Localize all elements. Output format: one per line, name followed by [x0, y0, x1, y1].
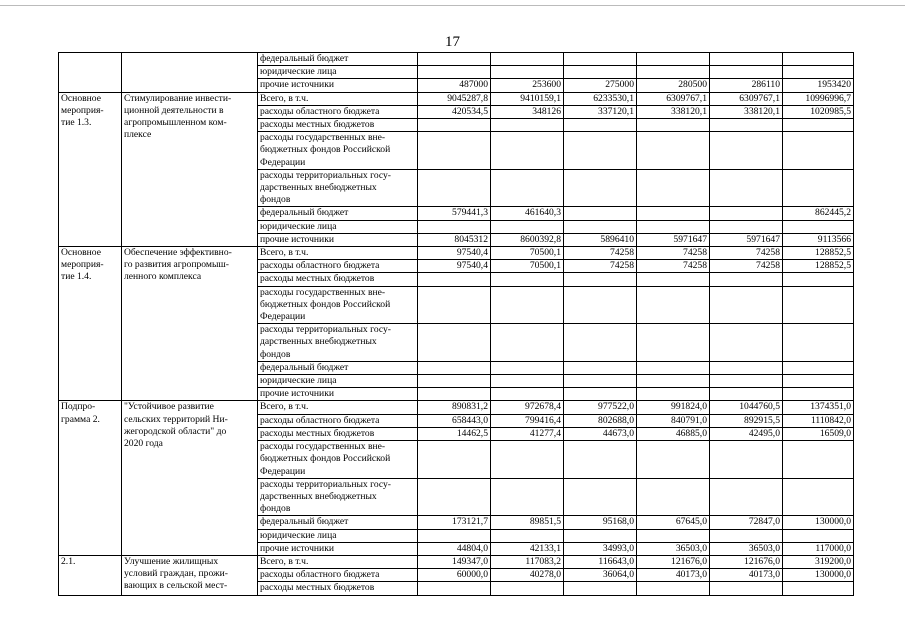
value-cell: [418, 361, 491, 374]
source-line: юридические лица: [260, 375, 337, 387]
title-line: Улучшение жилищных: [124, 555, 219, 567]
value-cell: 1953420: [783, 79, 854, 92]
value-cell: 74258: [564, 260, 637, 273]
value-cell: [491, 66, 564, 79]
value-cell: 6233530,1: [564, 92, 637, 105]
value-cell: 40173,0: [710, 569, 783, 582]
value-cell: 1374351,0: [783, 401, 854, 414]
value-cell: [637, 478, 710, 516]
value-cell: 890831,2: [418, 401, 491, 414]
funding-source: [258, 169, 418, 207]
value-cell: [564, 529, 637, 542]
funding-source: [258, 542, 418, 555]
value-cell: 6309767,1: [710, 92, 783, 105]
source-line: расходы государственных вне-: [260, 441, 386, 453]
value-cell: [783, 119, 854, 132]
category-line: мероприя-: [61, 259, 104, 271]
value-cell: 5971647: [637, 233, 710, 246]
value-cell: 72847,0: [710, 516, 783, 529]
value-cell: [418, 220, 491, 233]
value-cell: 348126: [491, 105, 564, 118]
funding-source: [258, 401, 418, 414]
value-cell: [564, 361, 637, 374]
value-cell: [564, 478, 637, 516]
source-line: прочие источники: [260, 233, 334, 245]
funding-source: [258, 569, 418, 582]
value-cell: 46885,0: [637, 427, 710, 440]
value-cell: 1044760,5: [710, 401, 783, 414]
value-cell: [491, 119, 564, 132]
row-title: [122, 401, 258, 555]
title-line: вающих в сельской мест-: [124, 580, 228, 592]
source-line: расходы государственных вне-: [260, 286, 386, 298]
funding-source: [258, 529, 418, 542]
source-line: Федерации: [260, 311, 306, 323]
value-cell: [783, 132, 854, 170]
value-cell: [564, 132, 637, 170]
value-cell: [637, 324, 710, 362]
value-cell: [491, 220, 564, 233]
title-line: ционной деятельности в: [124, 104, 224, 116]
value-cell: [564, 169, 637, 207]
value-cell: [783, 388, 854, 401]
funding-source: [258, 132, 418, 170]
value-cell: 275000: [564, 79, 637, 92]
value-cell: 461640,3: [491, 207, 564, 220]
value-cell: [637, 388, 710, 401]
title-line: "Устойчивое развитие: [124, 401, 214, 413]
title-line: жегородской области" до: [124, 425, 227, 437]
value-cell: [637, 582, 710, 595]
source-line: расходы государственных вне-: [260, 132, 386, 144]
source-line: фондов: [260, 194, 291, 206]
value-cell: 14462,5: [418, 427, 491, 440]
value-cell: [783, 66, 854, 79]
value-cell: 8045312: [418, 233, 491, 246]
value-cell: 280500: [637, 79, 710, 92]
title-line: агропромышленном ком-: [124, 117, 227, 129]
value-cell: [710, 273, 783, 286]
row-category: [59, 401, 122, 555]
value-cell: [783, 529, 854, 542]
funding-source: [258, 220, 418, 233]
value-cell: 97540,4: [418, 260, 491, 273]
value-cell: [491, 478, 564, 516]
value-cell: 130000,0: [783, 569, 854, 582]
funding-source: [258, 105, 418, 118]
value-cell: [783, 53, 854, 66]
value-cell: [710, 207, 783, 220]
value-cell: [710, 388, 783, 401]
value-cell: [637, 207, 710, 220]
value-cell: 862445,2: [783, 207, 854, 220]
value-cell: 60000,0: [418, 569, 491, 582]
value-cell: 6309767,1: [637, 92, 710, 105]
value-cell: 44804,0: [418, 542, 491, 555]
value-cell: [710, 324, 783, 362]
source-line: федеральный бюджет: [260, 53, 349, 64]
table-row: [59, 401, 854, 414]
value-cell: [418, 478, 491, 516]
value-cell: 42133,1: [491, 542, 564, 555]
source-line: расходы местных бюджетов: [260, 582, 375, 594]
value-cell: [418, 582, 491, 595]
row-category: [59, 555, 122, 595]
category-line: тие 1.3.: [61, 117, 92, 129]
value-cell: [491, 582, 564, 595]
funding-source: [258, 375, 418, 388]
source-line: юридические лица: [260, 529, 337, 541]
value-cell: [418, 375, 491, 388]
source-line: юридические лица: [260, 66, 337, 78]
value-cell: 40278,0: [491, 569, 564, 582]
category-line: 2.1.: [61, 555, 76, 567]
value-cell: [491, 361, 564, 374]
value-cell: 36503,0: [637, 542, 710, 555]
title-line: сельских территорий Ни-: [124, 413, 228, 425]
source-line: бюджетных фондов Российской: [260, 144, 391, 156]
source-line: юридические лица: [260, 220, 337, 232]
source-line: Всего, в т.ч.: [260, 555, 309, 567]
value-cell: 9113566: [783, 233, 854, 246]
source-line: Всего, в т.ч.: [260, 401, 309, 413]
value-cell: 286110: [710, 79, 783, 92]
value-cell: 840791,0: [637, 414, 710, 427]
value-cell: [418, 441, 491, 479]
category-line: Основное: [61, 92, 101, 104]
value-cell: 117083,2: [491, 555, 564, 568]
source-line: расходы территориальных госу-: [260, 324, 391, 336]
value-cell: [418, 273, 491, 286]
value-cell: [418, 66, 491, 79]
value-cell: 121676,0: [637, 555, 710, 568]
value-cell: 579441,3: [418, 207, 491, 220]
category-line: Основное: [61, 247, 101, 259]
value-cell: [418, 529, 491, 542]
source-line: федеральный бюджет: [260, 516, 349, 528]
value-cell: 128852,5: [783, 247, 854, 260]
value-cell: 128852,5: [783, 260, 854, 273]
value-cell: [637, 375, 710, 388]
value-cell: [491, 286, 564, 324]
funding-source: [258, 247, 418, 260]
value-cell: 149347,0: [418, 555, 491, 568]
value-cell: 338120,1: [637, 105, 710, 118]
category-line: мероприя-: [61, 104, 104, 116]
value-cell: [418, 169, 491, 207]
value-cell: [418, 119, 491, 132]
value-cell: [783, 220, 854, 233]
value-cell: 487000: [418, 79, 491, 92]
funding-source: [258, 478, 418, 516]
value-cell: 42495,0: [710, 427, 783, 440]
source-line: расходы областного бюджета: [260, 260, 380, 272]
source-line: расходы местных бюджетов: [260, 427, 375, 439]
value-cell: 802688,0: [564, 414, 637, 427]
category-line: тие 1.4.: [61, 271, 92, 283]
value-cell: 8600392,8: [491, 233, 564, 246]
funding-source: [258, 92, 418, 105]
title-line: Обеспечение эффективно-: [124, 247, 232, 259]
funding-source: [258, 516, 418, 529]
value-cell: 892915,5: [710, 414, 783, 427]
title-line: Стимулирование инвести-: [124, 92, 232, 104]
value-cell: [491, 441, 564, 479]
value-cell: 173121,7: [418, 516, 491, 529]
value-cell: [637, 66, 710, 79]
value-cell: 16509,0: [783, 427, 854, 440]
value-cell: [710, 53, 783, 66]
table-row: [59, 53, 854, 66]
title-line: го развития агропромыш-: [124, 259, 229, 271]
value-cell: 658443,0: [418, 414, 491, 427]
value-cell: 36064,0: [564, 569, 637, 582]
value-cell: [783, 361, 854, 374]
value-cell: 36503,0: [710, 542, 783, 555]
value-cell: [564, 375, 637, 388]
value-cell: [783, 582, 854, 595]
table-row: [59, 247, 854, 260]
category-line: Подпро-: [61, 401, 96, 413]
source-line: фондов: [260, 348, 291, 360]
value-cell: [564, 207, 637, 220]
value-cell: 34993,0: [564, 542, 637, 555]
value-cell: [564, 324, 637, 362]
value-cell: 74258: [637, 260, 710, 273]
value-cell: 420534,5: [418, 105, 491, 118]
source-line: фондов: [260, 503, 291, 515]
value-cell: [783, 324, 854, 362]
source-line: дарственных внебюджетных: [260, 490, 377, 502]
value-cell: 319200,0: [783, 555, 854, 568]
title-line: ленного комплекса: [124, 271, 202, 283]
funding-source: [258, 66, 418, 79]
value-cell: [710, 361, 783, 374]
value-cell: 9410159,1: [491, 92, 564, 105]
source-line: расходы территориальных госу-: [260, 478, 391, 490]
value-cell: 799416,4: [491, 414, 564, 427]
value-cell: [418, 286, 491, 324]
value-cell: 74258: [710, 260, 783, 273]
top-rule: [0, 5, 905, 6]
value-cell: [564, 582, 637, 595]
value-cell: [710, 375, 783, 388]
funding-source: [258, 427, 418, 440]
value-cell: [564, 441, 637, 479]
value-cell: [637, 169, 710, 207]
value-cell: [491, 324, 564, 362]
title-line: условий граждан, прожи-: [124, 568, 228, 580]
value-cell: [418, 388, 491, 401]
value-cell: [710, 529, 783, 542]
value-cell: [564, 53, 637, 66]
funding-source: [258, 324, 418, 362]
value-cell: [710, 441, 783, 479]
table-row: [59, 92, 854, 105]
value-cell: [637, 53, 710, 66]
source-line: бюджетных фондов Российской: [260, 298, 391, 310]
funding-source: [258, 53, 418, 66]
source-line: расходы местных бюджетов: [260, 119, 375, 131]
funding-source: [258, 79, 418, 92]
funding-source: [258, 388, 418, 401]
value-cell: [418, 132, 491, 170]
value-cell: 10996996,7: [783, 92, 854, 105]
value-cell: 89851,5: [491, 516, 564, 529]
funding-source: [258, 286, 418, 324]
value-cell: 1110842,0: [783, 414, 854, 427]
source-line: Всего, в т.ч.: [260, 92, 309, 104]
funding-source: [258, 119, 418, 132]
value-cell: [491, 132, 564, 170]
value-cell: [564, 286, 637, 324]
funding-source: [258, 414, 418, 427]
funding-source: [258, 233, 418, 246]
value-cell: [710, 478, 783, 516]
value-cell: [491, 375, 564, 388]
row-category: [59, 92, 122, 246]
value-cell: [491, 53, 564, 66]
row-title: [122, 53, 258, 93]
source-line: расходы территориальных госу-: [260, 169, 391, 181]
value-cell: 130000,0: [783, 516, 854, 529]
value-cell: [491, 388, 564, 401]
source-line: дарственных внебюджетных: [260, 336, 377, 348]
value-cell: [637, 132, 710, 170]
value-cell: [710, 132, 783, 170]
value-cell: 5896410: [564, 233, 637, 246]
source-line: бюджетных фондов Российской: [260, 453, 391, 465]
value-cell: 337120,1: [564, 105, 637, 118]
source-line: федеральный бюджет: [260, 361, 349, 373]
value-cell: 97540,4: [418, 247, 491, 260]
value-cell: [637, 361, 710, 374]
value-cell: [637, 220, 710, 233]
value-cell: [637, 529, 710, 542]
value-cell: [418, 324, 491, 362]
value-cell: 121676,0: [710, 555, 783, 568]
value-cell: 972678,4: [491, 401, 564, 414]
value-cell: 40173,0: [637, 569, 710, 582]
value-cell: 74258: [710, 247, 783, 260]
budget-table: [58, 52, 854, 596]
value-cell: 95168,0: [564, 516, 637, 529]
funding-source: [258, 260, 418, 273]
funding-source: [258, 273, 418, 286]
value-cell: [564, 388, 637, 401]
title-line: плексе: [124, 129, 152, 141]
row-title: [122, 92, 258, 246]
source-line: расходы областного бюджета: [260, 105, 380, 117]
source-line: дарственных внебюджетных: [260, 182, 377, 194]
source-line: Федерации: [260, 156, 306, 168]
source-line: федеральный бюджет: [260, 207, 349, 219]
value-cell: [710, 582, 783, 595]
funding-source: [258, 361, 418, 374]
value-cell: [710, 220, 783, 233]
table-row: [59, 555, 854, 568]
value-cell: [710, 286, 783, 324]
source-line: расходы областного бюджета: [260, 414, 380, 426]
value-cell: 74258: [637, 247, 710, 260]
source-line: Федерации: [260, 465, 306, 477]
source-line: расходы областного бюджета: [260, 569, 380, 581]
value-cell: 9045287,8: [418, 92, 491, 105]
funding-source: [258, 582, 418, 595]
value-cell: [637, 286, 710, 324]
value-cell: 67645,0: [637, 516, 710, 529]
row-title: [122, 247, 258, 401]
value-cell: [564, 119, 637, 132]
value-cell: 5971647: [710, 233, 783, 246]
source-line: прочие источники: [260, 388, 334, 400]
value-cell: [564, 66, 637, 79]
value-cell: [564, 220, 637, 233]
value-cell: [710, 66, 783, 79]
row-category: [59, 53, 122, 93]
value-cell: [418, 53, 491, 66]
value-cell: 338120,1: [710, 105, 783, 118]
page-number: 17: [445, 34, 460, 50]
value-cell: [783, 441, 854, 479]
source-line: расходы местных бюджетов: [260, 273, 375, 285]
value-cell: [783, 273, 854, 286]
value-cell: 44673,0: [564, 427, 637, 440]
value-cell: 70500,1: [491, 247, 564, 260]
value-cell: 116643,0: [564, 555, 637, 568]
value-cell: [637, 441, 710, 479]
value-cell: [491, 529, 564, 542]
value-cell: 117000,0: [783, 542, 854, 555]
source-line: Всего, в т.ч.: [260, 247, 309, 259]
value-cell: 70500,1: [491, 260, 564, 273]
funding-source: [258, 441, 418, 479]
value-cell: [710, 169, 783, 207]
value-cell: [491, 169, 564, 207]
value-cell: 1020985,5: [783, 105, 854, 118]
value-cell: [564, 273, 637, 286]
row-category: [59, 247, 122, 401]
value-cell: [637, 273, 710, 286]
value-cell: [783, 375, 854, 388]
funding-source: [258, 555, 418, 568]
value-cell: 977522,0: [564, 401, 637, 414]
value-cell: [637, 119, 710, 132]
funding-source: [258, 207, 418, 220]
value-cell: 74258: [564, 247, 637, 260]
category-line: грамма 2.: [61, 413, 100, 425]
title-line: 2020 года: [124, 438, 163, 450]
value-cell: 991824,0: [637, 401, 710, 414]
source-line: прочие источники: [260, 542, 334, 554]
source-line: прочие источники: [260, 79, 334, 91]
value-cell: [710, 119, 783, 132]
row-title: [122, 555, 258, 595]
value-cell: 41277,4: [491, 427, 564, 440]
value-cell: [783, 286, 854, 324]
value-cell: [783, 169, 854, 207]
value-cell: [491, 273, 564, 286]
value-cell: [783, 478, 854, 516]
value-cell: 253600: [491, 79, 564, 92]
